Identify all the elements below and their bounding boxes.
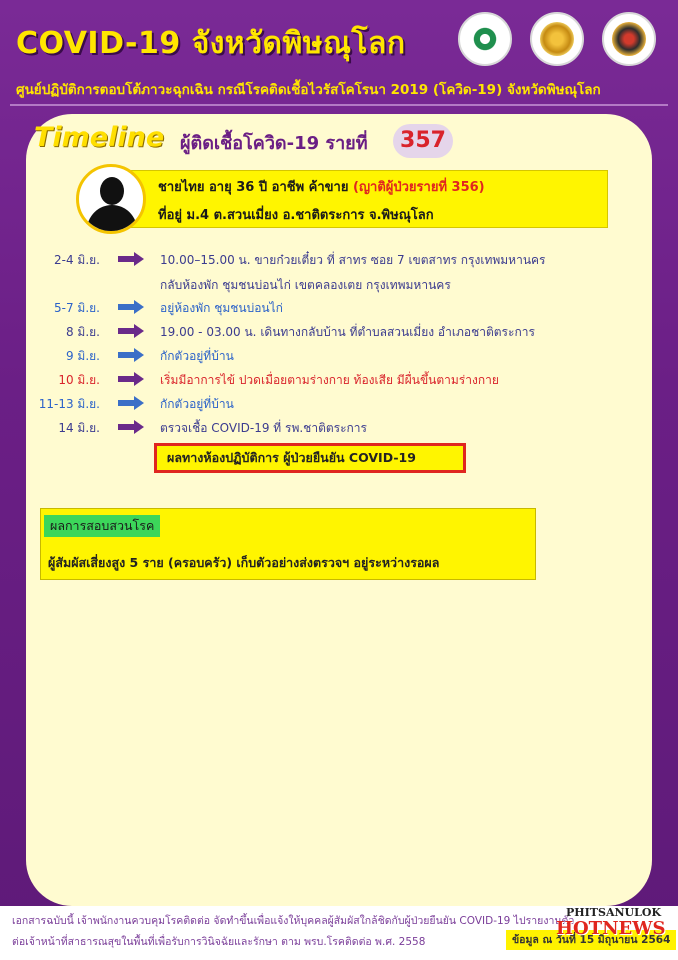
timeline-event: กักตัวอยู่ที่บ้าน [160,349,234,363]
arrow-right-icon [118,325,144,337]
timeline-date: 14 มิ.ย. [58,421,100,435]
page-title: COVID-19 จังหวัดพิษณุโลก [16,26,406,61]
patient-relation: (ญาติผู้ป่วยรายที่ 356) [353,180,485,195]
timeline-event: กักตัวอยู่ที่บ้าน [160,397,234,411]
timeline-date: 2-4 มิ.ย. [54,253,100,267]
patient-description: ชายไทย อายุ 36 ปี อาชีพ ค้าขาย [158,180,349,195]
timeline-event: ตรวจเชื้อ COVID-19 ที่ รพ.ชาติตระการ [160,421,367,435]
arrow-right-icon [118,397,144,409]
timeline-label: Timeline [34,122,165,153]
arrow-right-icon [118,373,144,385]
timeline-date: 10 มิ.ย. [58,373,100,387]
arrow-right-icon [118,301,144,313]
timeline-event: กลับห้องพัก ชุมชนบ่อนไก่ เขตคลองเตย กรุงเทพมหานคร [160,278,451,292]
timeline-date: 9 มิ.ย. [65,349,100,363]
arrow-right-icon [118,349,144,361]
moph-logo-icon [458,12,512,66]
person-silhouette-icon [76,164,146,234]
watermark-top: PHITSANULOK [566,906,661,919]
patient-profile [158,176,485,197]
investigation-title: ผลการสอบสวนโรค [44,515,160,537]
timeline-event: 19.00 - 03.00 น. เดินทางกลับบ้าน ที่ตำบลสวนเมี่ยง อำเภอชาติตระการ [160,325,535,339]
timeline-date: 5-7 มิ.ย. [54,301,100,315]
arrow-right-icon [118,421,144,433]
data-as-of-date: ข้อมูล ณ วันที่ 15 มิถุนายน 2564 [506,930,676,950]
footer-note-line2: ต่อเจ้าหน้าที่สาธารณสุขในพื้นที่เพื่อรับการวินิจฉัยและรักษา ตาม พรบ.โรคติดต่อ พ.ศ. 2558 [12,936,426,948]
watermark-logo: HOTNEWS [556,918,666,939]
timeline-date: 8 มิ.ย. [65,325,100,339]
province-logo-icon [602,12,656,66]
timeline-event: 10.00–15.00 น. ขายก๋วยเตี๋ยว ที่ สาทร ซอย 7 เขตสาทร กรุงเทพมหานคร [160,253,546,267]
patient-address: ที่อยู่ ม.4 ต.สวนเมี่ยง อ.ชาติตระการ จ.พิษณุโลก [158,208,434,223]
page-subtitle: ศูนย์ปฏิบัติการตอบโต้ภาวะฉุกเฉิน กรณีโรคติดเชื้อไวรัสโคโรนา 2019 (โควิด-19) จังหวัดพิษณุโลก [16,82,601,98]
case-number-badge: 357 [393,124,453,158]
footer-note-line1: เอกสารฉบับนี้ เจ้าพนักงานควบคุมโรคติดต่อ จัดทำขึ้นเพื่อแจ้งให้บุคคลผู้สัมผัสใกล้ชิดกับผู้ป่วยยืนยัน COVID-19 ไปรายงานตัว [12,915,575,927]
arrow-right-icon [118,253,144,265]
investigation-text: ผู้สัมผัสเสี่ยงสูง 5 ราย (ครอบครัว) เก็บตัวอย่างส่งตรวจฯ อยู่ระหว่างรอผล [48,555,440,570]
timeline-event: เริ่มมีอาการไข้ ปวดเมื่อยตามร่างกาย ท้องเสีย มีผื่นขึ้นตามร่างกาย [160,373,499,387]
timeline-date: 11-13 มิ.ย. [38,397,100,411]
timeline-event: อยู่ห้องพัก ชุมชนบ่อนไก่ [160,301,283,315]
lab-result-box: ผลทางห้องปฏิบัติการ ผู้ป่วยยืนยัน COVID-19 [154,443,466,473]
timeline-subtitle: ผู้ติดเชื้อโควิด-19 รายที่ [180,133,368,154]
provincial-seal-icon [530,12,584,66]
header-divider [10,104,668,106]
